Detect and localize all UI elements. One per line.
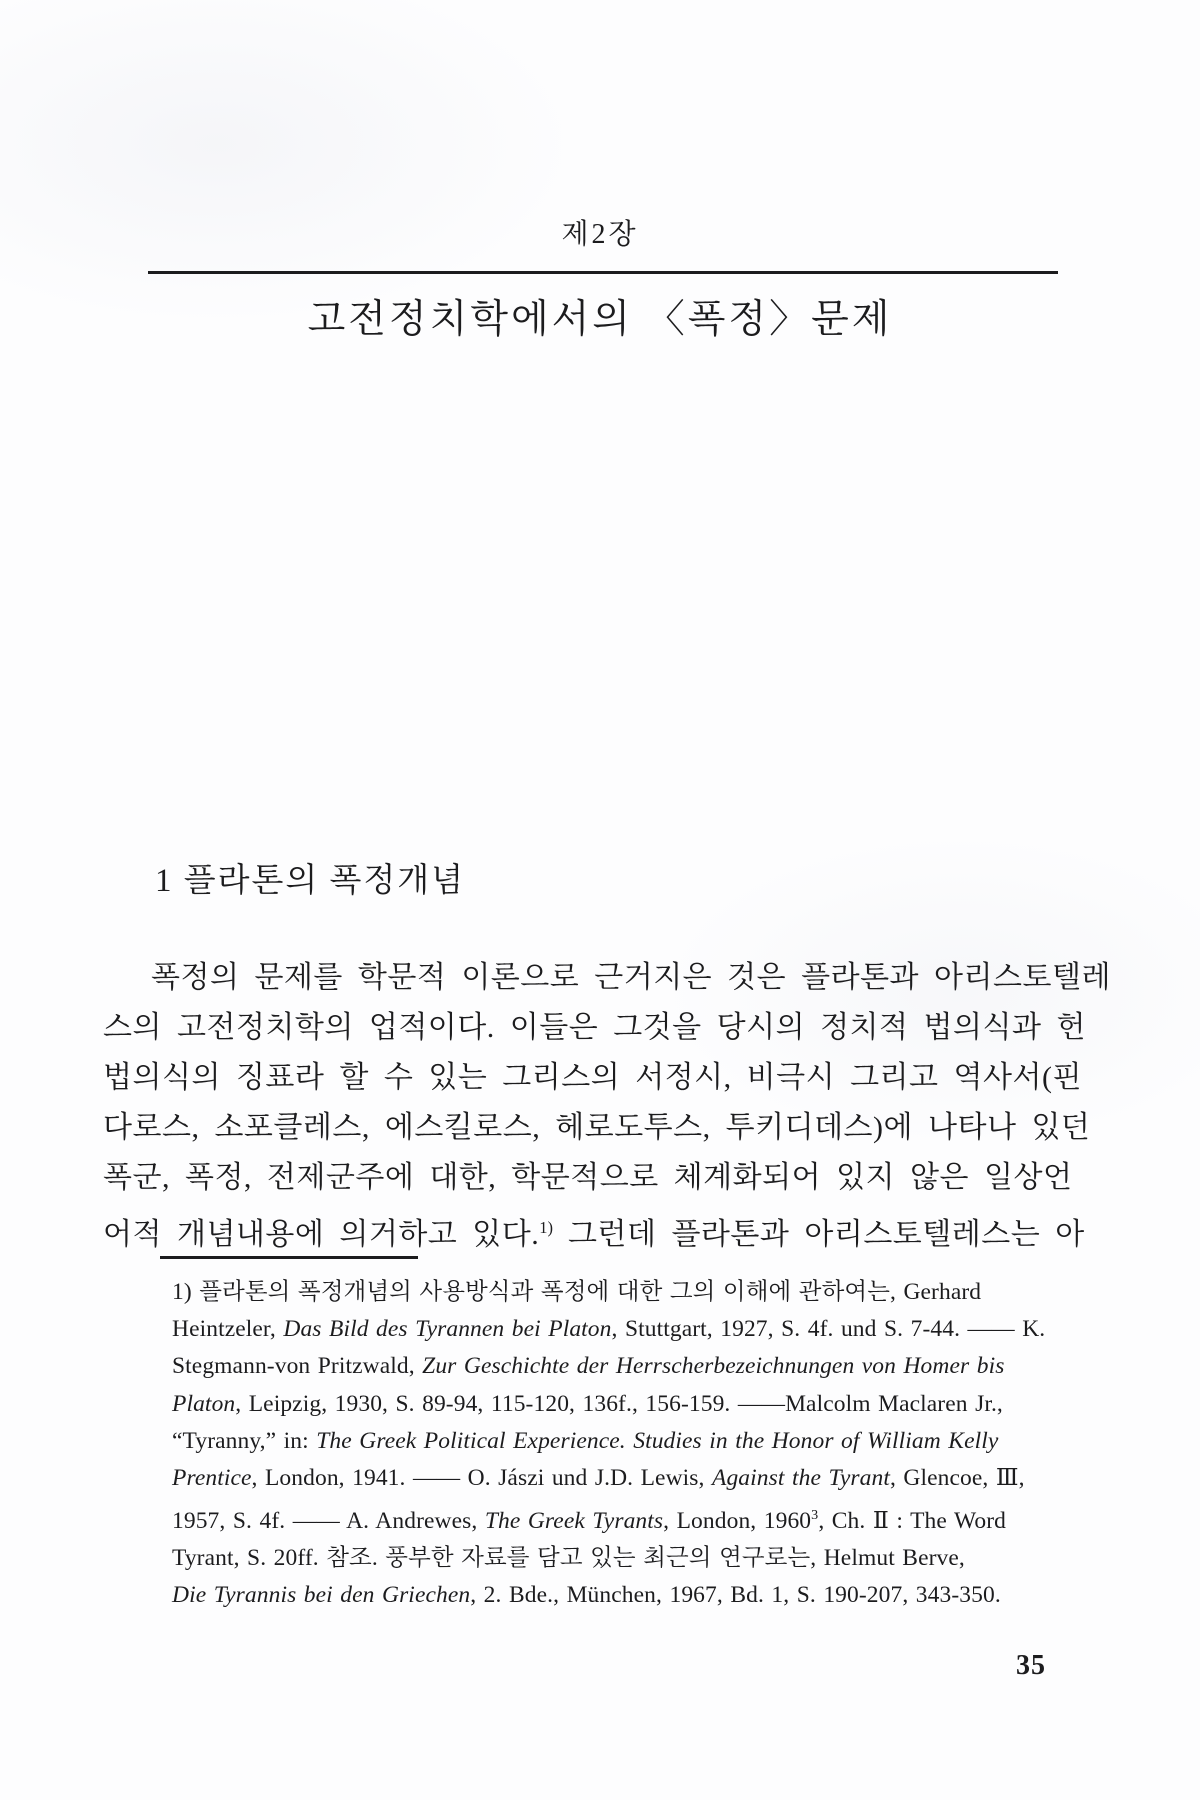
footnote-line bbox=[172, 1348, 1072, 1385]
text-segment: The Greek Tyrants bbox=[484, 1508, 664, 1535]
footnote-line bbox=[172, 1386, 1072, 1423]
body-line: 폭군, 폭정, 전제군주에 대한, 학문적으로 체계화되어 있지 않은 일상언 bbox=[103, 1161, 1073, 1194]
text-segment: Against the Tyrant bbox=[711, 1465, 890, 1492]
text-segment: , Stuttgart, 1927, S. 4f. und S. 7-44. —— K. bbox=[611, 1316, 1046, 1343]
footnote-separator-rule bbox=[160, 1256, 418, 1259]
body-line: 법의식의 징표라 할 수 있는 그리스의 서정시, 비극시 그리고 역사서(핀 bbox=[103, 1061, 1082, 1094]
body-line bbox=[103, 1203, 1085, 1260]
text-segment: 1) 플라톤의 폭정개념의 사용방식과 폭정에 대한 그의 이해에 관하여는, Gerhard bbox=[172, 1279, 982, 1305]
body-line: 다로스, 소포클레스, 에스킬로스, 헤로도투스, 투키디데스)에 나타나 있던 bbox=[103, 1111, 1091, 1144]
footnote-line bbox=[172, 1577, 1072, 1614]
body-text: 그런데 플라톤과 아리스토텔레스는 아 bbox=[553, 1218, 1085, 1251]
text-segment: Heintzeler, bbox=[172, 1316, 284, 1343]
body-line: 스의 고전정치학의 업적이다. 이들은 그것을 당시의 정치적 법의식과 헌 bbox=[103, 1011, 1086, 1044]
footnote-line bbox=[172, 1311, 1072, 1348]
text-segment: , 2. Bde., München, 1967, Bd. 1, S. 190-207, 343-350. bbox=[470, 1582, 1001, 1609]
body-line: 폭정의 문제를 학문적 이론으로 근거지은 것은 플라톤과 아리스토텔레 bbox=[151, 961, 1111, 994]
footnote-reference-superscript: 1) bbox=[539, 1218, 553, 1237]
footnote-line bbox=[172, 1460, 1072, 1497]
text-segment: , London, 1941. —— O. Jászi und J.D. Lewis, bbox=[251, 1465, 712, 1492]
text-segment: Platon bbox=[172, 1390, 236, 1417]
text-segment: Das Bild des Tyrannen bei Platon bbox=[283, 1316, 612, 1343]
footnote-line bbox=[172, 1423, 1072, 1460]
footnote-line bbox=[172, 1497, 1072, 1540]
chapter-label: 제2장 bbox=[561, 219, 639, 250]
text-segment: Prentice bbox=[172, 1465, 252, 1492]
text-segment: 1957, S. 4f. —— A. Andrewes, bbox=[172, 1508, 485, 1535]
body-paragraph bbox=[103, 953, 1111, 1260]
text-segment: Tyrant, S. 20ff. 참조. 풍부한 자료를 담고 있는 최근의 연구로는, Helmut Berve, bbox=[172, 1545, 965, 1572]
text-segment: Stegmann-von Pritzwald, bbox=[172, 1353, 423, 1380]
footnote-line bbox=[172, 1274, 1072, 1311]
footnote bbox=[172, 1274, 1072, 1615]
text-segment: , Leipzig, 1930, S. 89-94, 115-120, 136f., 156-159. ——Malcolm Maclaren Jr., bbox=[235, 1390, 1003, 1417]
page-title: 고전정치학에서의 〈폭정〉문제 bbox=[307, 298, 893, 341]
text-segment: , Ch. Ⅱ : The Word bbox=[818, 1508, 1006, 1535]
section-heading: 1 플라톤의 폭정개념 bbox=[155, 863, 466, 899]
text-segment: The Greek Political Experience. Studies in the Honor of William Kelly bbox=[316, 1427, 999, 1454]
page-number: 35 bbox=[1016, 1650, 1046, 1681]
text-segment: , London, 1960 bbox=[663, 1508, 812, 1535]
body-text: 어적 개념내용에 의거하고 있다. bbox=[103, 1218, 540, 1251]
title-divider-rule bbox=[148, 271, 1058, 274]
text-segment: Die Tyrannis bei den Griechen bbox=[172, 1582, 471, 1609]
text-segment: 3 bbox=[811, 1507, 819, 1524]
text-segment: , Glencoe, Ⅲ, bbox=[889, 1465, 1025, 1492]
text-segment: “Tyranny,” in: bbox=[172, 1427, 317, 1454]
footnote-line bbox=[172, 1540, 1072, 1577]
text-segment: Zur Geschichte der Herrscherbezeichnungen von Homer bis bbox=[422, 1353, 1005, 1380]
